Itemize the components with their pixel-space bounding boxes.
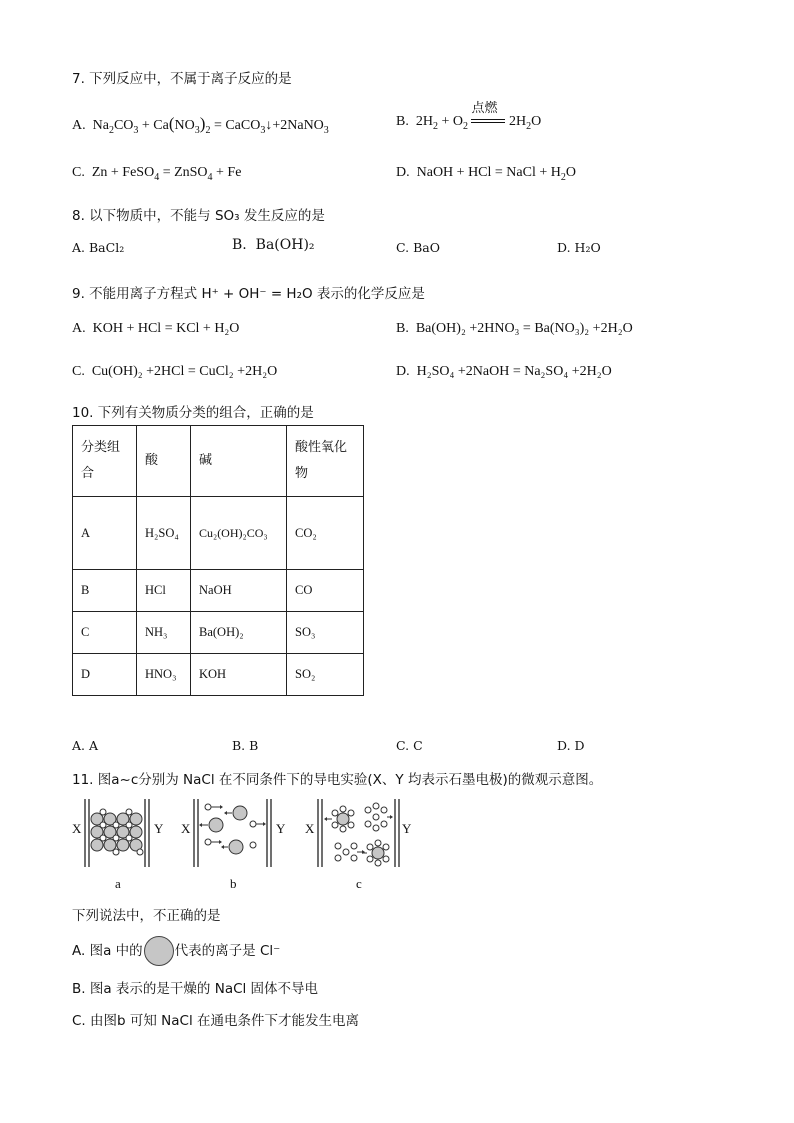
option-label: A.	[72, 118, 86, 133]
table-row	[73, 654, 364, 696]
table-cell: B	[73, 570, 137, 612]
table-cell: KOH	[191, 654, 287, 696]
option-label: D.	[557, 738, 571, 753]
equation: Zn + FeSO$_4$ = ZnSO$_4$ + Fe	[91, 165, 242, 183]
option-label: C.	[72, 1013, 86, 1029]
q7-option-a	[72, 114, 329, 136]
table-cell: NH₃	[137, 612, 191, 654]
option-label: A.	[72, 240, 86, 255]
table-cell: H₂SO₄	[137, 497, 191, 570]
equation: KOH + HCl = KCl + H₂O	[92, 321, 240, 336]
option-label: A.	[72, 738, 86, 753]
table-cell: Ba(OH)₂	[191, 612, 287, 654]
option-text: 代表的离子是 Cl⁻	[174, 943, 281, 959]
q10-option-b	[232, 738, 258, 753]
option-text: H₂O	[574, 240, 601, 255]
option-text: 图a 中的	[89, 943, 143, 959]
table-cell: Cu₂(OH)₂CO₃	[191, 497, 287, 570]
option-text: 由图b 可知 NaCl 在通电条件下才能发生电离	[90, 1013, 360, 1029]
option-label: B.	[232, 738, 246, 753]
q8-option-c	[396, 240, 440, 255]
table-cell: HCl	[137, 570, 191, 612]
q7-option-d	[396, 165, 576, 183]
table-cell: SO₂	[287, 654, 364, 696]
q9-option-d	[396, 364, 612, 380]
q10-option-c	[396, 738, 423, 753]
option-label: B.	[232, 237, 247, 253]
q11-option-c	[72, 1009, 359, 1029]
table-cell: D	[73, 654, 137, 696]
option-label: D.	[396, 165, 410, 180]
q11-stem: 11. 图a~c分别为 NaCl 在不同条件下的导电实验(X、Y 均表示石墨电极)的微观示意图。	[72, 772, 603, 788]
table-cell: SO₃	[287, 612, 364, 654]
q9-option-c	[72, 364, 277, 380]
table-header-cell: 酸	[137, 426, 191, 497]
electrode-y-label: Y	[154, 821, 164, 836]
table-cell: A	[73, 497, 137, 570]
reaction-condition: 点燃	[471, 100, 498, 116]
q8-stem: 8. 以下物质中，不能与 SO₃ 发生反应的是	[72, 208, 325, 224]
q11-question: 下列说法中，不正确的是	[72, 908, 221, 924]
table-cell: CO	[287, 570, 364, 612]
equation: $2H_2 + O_2$ 点燃 $2H_2O$	[416, 114, 541, 129]
hydrated-ions	[324, 803, 393, 866]
option-text: BaO	[413, 240, 440, 255]
q8-option-d	[557, 240, 601, 255]
q10-option-a	[72, 738, 98, 753]
table-header-cell: 分类组合	[73, 426, 137, 497]
equation: NaOH + HCl = NaCl + $H_2O$	[416, 165, 576, 183]
table-cell: C	[73, 612, 137, 654]
option-label: C.	[396, 738, 410, 753]
classification-table	[72, 425, 364, 696]
electrode-x-label: X	[305, 821, 315, 836]
option-text: C	[413, 738, 423, 753]
electrode-y-label: Y	[402, 821, 412, 836]
electrode-x-label: X	[181, 821, 191, 836]
q10-option-d	[557, 738, 585, 753]
equation: Ba(OH)₂ +2HNO₃ = Ba(NO₃)₂ +2H₂O	[415, 321, 633, 336]
option-label: C.	[72, 364, 85, 379]
option-label: B.	[396, 321, 409, 336]
option-text: A	[89, 738, 99, 753]
electrode-x-label: X	[72, 821, 82, 836]
table-cell: CO₂	[287, 497, 364, 570]
equation: Cu(OH)₂ +2HCl = CuCl₂ +2H₂O	[91, 364, 278, 379]
option-label: A.	[72, 943, 86, 959]
figure-label-c: c	[356, 876, 362, 891]
table-header-cell: 碱	[191, 426, 287, 497]
option-text: 图a 表示的是干燥的 NaCl 固体不导电	[89, 981, 319, 997]
option-label: D.	[396, 364, 410, 379]
option-text: BaCl₂	[89, 240, 125, 255]
q9-option-b	[396, 321, 633, 337]
option-label: C.	[396, 240, 410, 255]
q11-option-a	[72, 936, 280, 966]
q8-option-b	[232, 237, 315, 253]
option-label: B.	[72, 981, 86, 997]
q7-option-c	[72, 165, 241, 183]
q9-option-a	[72, 321, 239, 337]
table-header-cell: 酸性氧化物	[287, 426, 364, 497]
electrode-y-label: Y	[276, 821, 286, 836]
table-cell: HNO₃	[137, 654, 191, 696]
table-cell: NaOH	[191, 570, 287, 612]
option-text: B	[249, 738, 259, 753]
q11-option-b	[72, 977, 318, 997]
equation: $Na_2CO_3 + Ca(NO_3)_2$ = CaCO$_3$↓+2NaNO$_3$	[92, 114, 329, 136]
option-label: A.	[72, 321, 86, 336]
figure-label-b: b	[230, 876, 237, 891]
equation: H₂SO₄ +2NaOH = Na₂SO₄ +2H₂O	[416, 364, 612, 379]
q7-stem: 7. 下列反应中，不属于离子反应的是	[72, 71, 292, 87]
option-label: C.	[72, 165, 85, 180]
option-label: D.	[557, 240, 571, 255]
table-row	[73, 570, 364, 612]
table-header-row	[73, 426, 364, 497]
q10-stem: 10. 下列有关物质分类的组合，正确的是	[72, 405, 314, 421]
q8-option-a	[72, 240, 124, 255]
panel-b	[181, 799, 286, 891]
table-row	[73, 497, 364, 570]
nacl-conductivity-diagram	[68, 795, 428, 895]
option-text: Ba(OH)₂	[255, 237, 315, 253]
table-row	[73, 612, 364, 654]
free-ions	[199, 804, 266, 854]
q9-stem: 9. 不能用离子方程式 H⁺ + OH⁻ = H₂O 表示的化学反应是	[72, 286, 425, 302]
large-ion-circle-icon	[144, 936, 174, 966]
figure-label-a: a	[115, 876, 121, 891]
q7-option-b	[396, 100, 542, 132]
panel-c	[305, 799, 412, 891]
option-label: B.	[396, 114, 409, 129]
panel-a	[72, 799, 164, 891]
option-text: D	[574, 738, 585, 753]
nacl-lattice	[91, 809, 143, 855]
